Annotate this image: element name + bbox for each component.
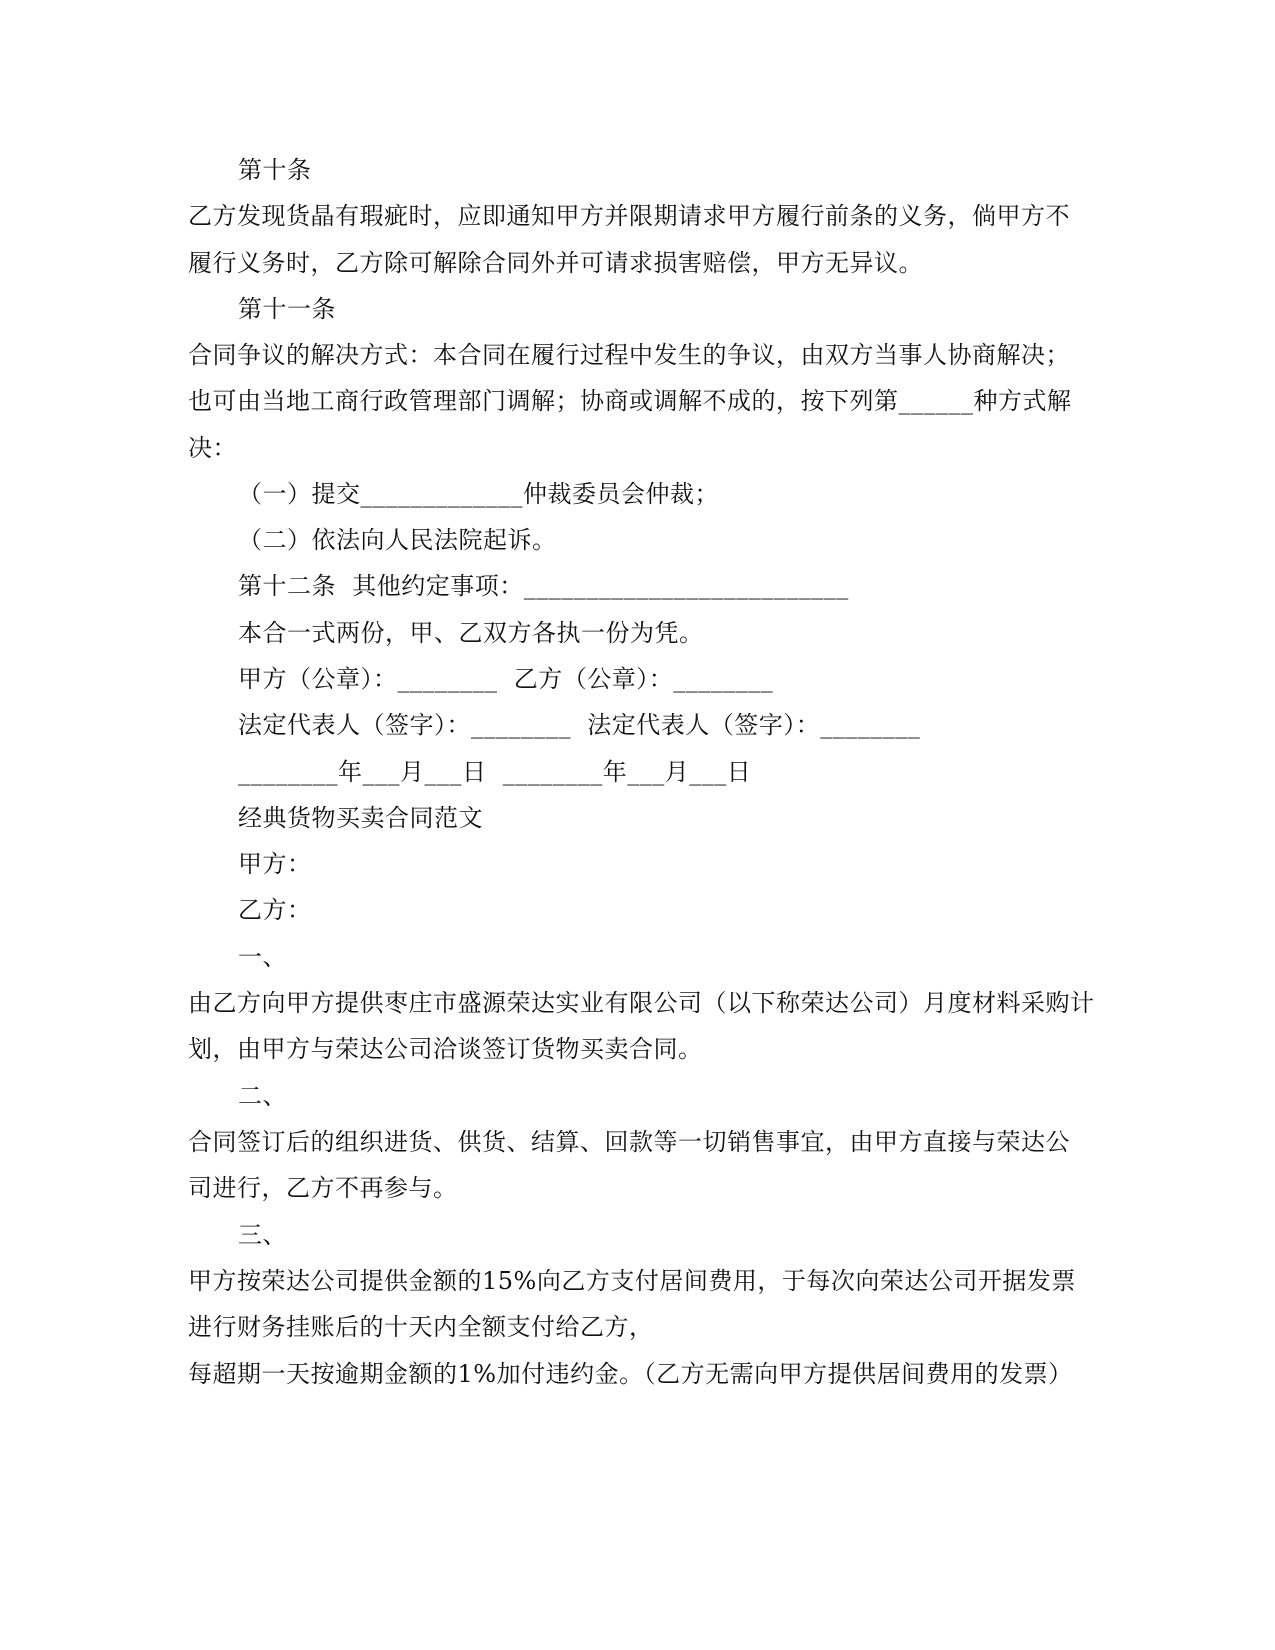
dispute-option-2: （二）依法向人民法院起诉。 [238, 526, 557, 554]
section-2-text-line-2: 司进行，乙方不再参与。 [188, 1174, 458, 1202]
section-1-text-line-2: 划，由甲方与荣达公司洽谈签订货物买卖合同。 [188, 1035, 703, 1063]
section-2-heading: 二、 [238, 1082, 287, 1110]
section-3-text-line-1: 甲方按荣达公司提供金额的15%向乙方支付居间费用，于每次向荣达公司开据发票 [188, 1267, 1076, 1295]
section-3-heading: 三、 [238, 1221, 287, 1249]
article-10-text-line-2: 履行义务时，乙方除可解除合同外并可请求损害赔偿，甲方无异议。 [188, 249, 923, 277]
section-1-heading: 一、 [238, 943, 287, 971]
section-1-text-line-1: 由乙方向甲方提供枣庄市盛源荣达实业有限公司（以下称荣达公司）月度材料采购计 [188, 989, 1095, 1017]
section-2-text-line-1: 合同签订后的组织进货、供货、结算、回款等一切销售事宜，由甲方直接与荣达公 [188, 1128, 1070, 1156]
article-11-text-line-3: 决： [188, 434, 237, 462]
signing-dates-line: ________年___月___日 ________年___月___日 [238, 758, 752, 786]
article-11-text-line-2: 也可由当地工商行政管理部门调解；协商或调解不成的，按下列第______种方式解 [188, 387, 1072, 415]
copies-statement: 本合一式两份，甲、乙双方各执一份为凭。 [238, 619, 704, 647]
article-11-heading: 第十一条 [238, 295, 336, 323]
section-3-text-line-3: 每超期一天按逾期金额的1%加付违约金。（乙方无需向甲方提供居间费用的发票） [188, 1360, 1073, 1388]
party-seals-line: 甲方（公章）：________ 乙方（公章）：________ [238, 665, 774, 693]
section-3-text-line-2: 进行财务挂账后的十天内全额支付给乙方， [188, 1313, 654, 1341]
article-10-text-line-1: 乙方发现货晶有瑕疵时，应即通知甲方并限期请求甲方履行前条的义务，倘甲方不 [188, 202, 1070, 230]
party-a-label: 甲方： [238, 850, 312, 878]
party-b-label: 乙方： [238, 896, 312, 924]
document-title: 经典货物买卖合同范文 [238, 804, 483, 832]
article-12-line: 第十二条 其他约定事项：__________________________ [238, 572, 849, 600]
legal-representative-signatures-line: 法定代表人（签字）：________ 法定代表人（签字）：________ [238, 711, 921, 739]
article-11-text-line-1: 合同争议的解决方式：本合同在履行过程中发生的争议，由双方当事人协商解决； [188, 341, 1070, 369]
dispute-option-1: （一）提交_____________仲裁委员会仲裁； [238, 480, 719, 508]
article-10-heading: 第十条 [238, 156, 312, 184]
